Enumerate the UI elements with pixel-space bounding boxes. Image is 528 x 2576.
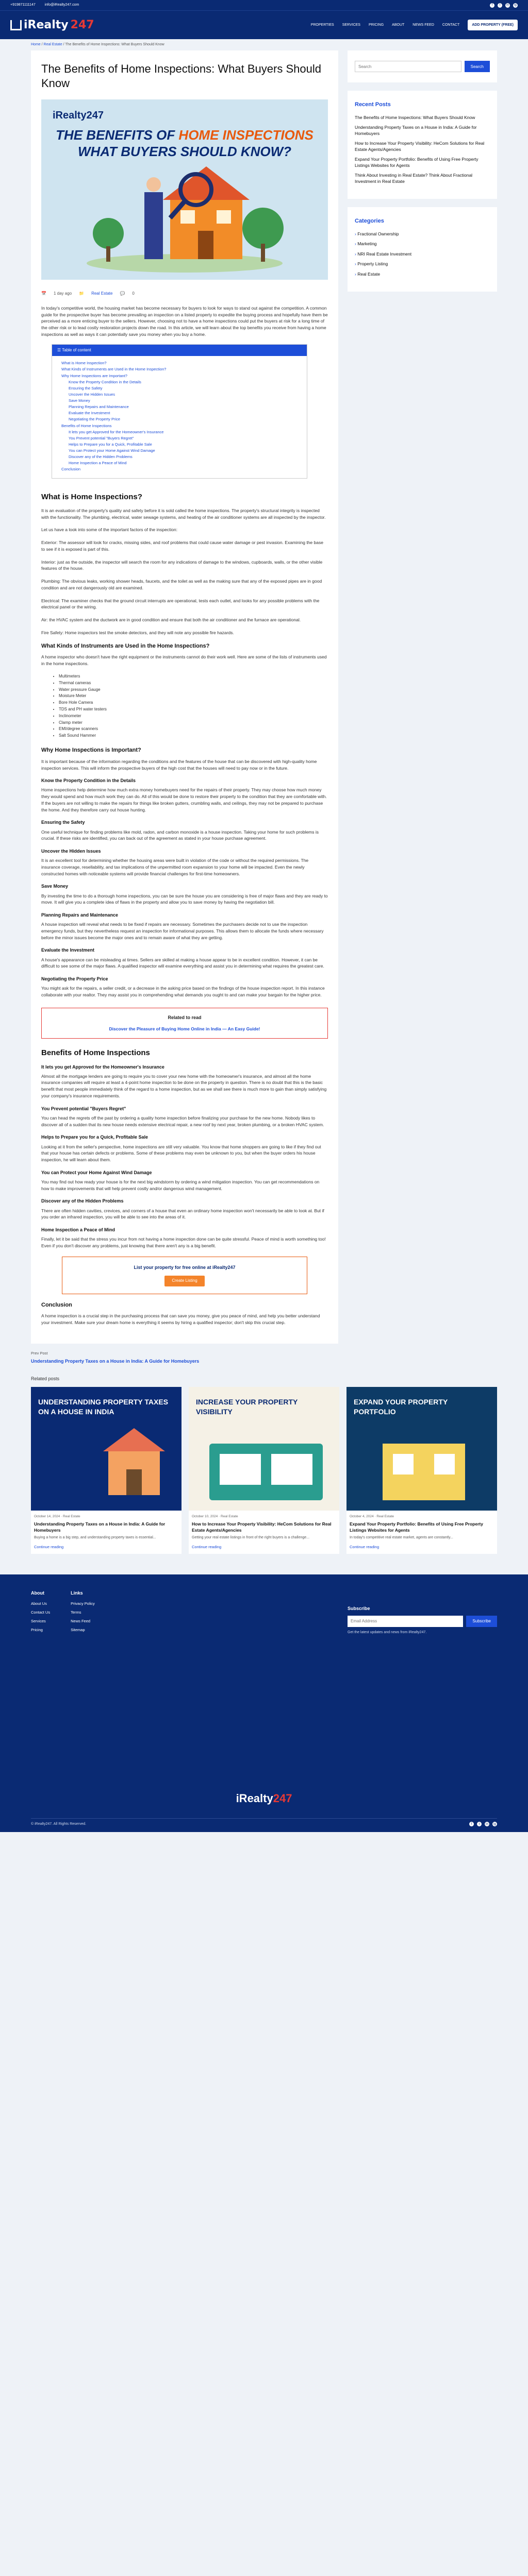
nav-contact[interactable]: CONTACT [442,23,460,27]
subscribe-email-input[interactable] [348,1616,463,1627]
paragraph: You may find out how ready your house is for the next big windstorm by ordering a wind mitigation inspection. You can get recommendations on how to make improvements that will help prevent costly and/or dangerous wind management. [41,1179,320,1191]
instruments-list [41,673,328,739]
toc-item[interactable]: Helps to Prepare you for a Quick, Profitable Sale [69,442,152,447]
social-icons [490,3,518,8]
breadcrumb-blog[interactable]: Real Estate [43,43,62,46]
continue-reading-link[interactable]: Continue reading [34,1544,64,1549]
toc-item[interactable]: You Prevent potential "Buyers Regret" [69,435,134,440]
twitter-icon[interactable]: t [477,1822,482,1826]
list-item: • EMI/degree scanners [59,726,328,733]
recent-post-link[interactable]: Understanding Property Taxes on a House in India: A Guide for Homebuyers [355,125,477,136]
breadcrumb-current: The Benefits of Home Inspections: What Buyers Should Know [65,43,164,46]
intro-paragraph: In today's competitive world, the housing market has become necessary for buyers to look for ways to stand out against the competition. A common guide for the prospective buyer has become prevailing an inspection on a listed property to expedite the buying process and hopefully have them be perceived as a more enticing buyer to the sellers. However, choosing not to have a home inspections could put the buyers at risk for a long time of the other risk or to lead costly restoration projects down the road. In this article, we will learn about the top benefits you receive from having a home inspections as well as ways it can potentially save you money when you buy a home. [41,305,328,337]
linkedin-icon[interactable]: in [505,3,510,8]
newsletter-subscribe [348,1605,497,1635]
phone-text[interactable]: +919871111147 [10,3,36,7]
toc-item[interactable]: Planning Repairs and Maintenance [69,404,129,410]
related-read-title: Related to read [168,1014,202,1020]
related-post-card[interactable] [31,1387,182,1553]
footer-link[interactable]: Privacy Policy [71,1601,95,1606]
sub-heading: Negotiating the Property Price [41,976,108,982]
prev-post-label: Prev Post [31,1350,48,1355]
facebook-icon[interactable]: f [490,3,494,8]
related-post-title[interactable]: How to Increase Your Property Visibility: HeCom Solutions for Real Estate Agents/Agencies [192,1521,332,1533]
list-item: • Salt Sound Hammer [59,733,328,739]
category-link[interactable]: › Fractional Ownership [355,231,490,237]
category-link[interactable]: › Real Estate [355,272,490,277]
related-posts-heading: Related posts [31,1376,60,1382]
toc-item[interactable]: Why Home Inspections are Important? [61,373,127,378]
list-icon: ☰ [57,347,62,352]
list-item: • Water pressure Gauge [59,687,328,693]
add-property-button[interactable]: ADD PROPERTY (FREE) [468,20,518,30]
footer-link[interactable]: Contact Us [31,1609,51,1615]
hero-image [41,99,328,280]
article-title: The Benefits of Home Inspections: What Buyers Should Know [41,62,321,90]
copyright-text: © iRealty247. All Rights Reserved. [31,1822,87,1826]
section-heading: What is Home Inspections? [41,492,142,501]
folder-icon: 📁 [79,291,85,296]
toc-item[interactable]: Conclusion [61,467,81,472]
footer-link[interactable]: Terms [71,1609,81,1615]
site-footer [0,1574,528,1832]
email-text[interactable]: info@iRealty247.com [44,3,79,7]
related-post-excerpt: In today's competitive real estate market, agents are constantly... [350,1536,453,1540]
instagram-icon[interactable]: ig [492,1822,497,1826]
hero-title-line1: THE BENEFITS OF HOME INSPECTIONS [56,127,314,143]
paragraph: A home inspector who doesn't have the right equipment or the instruments cannot do their work well. Here are some of the lists of instruments used in the home inspections. [41,654,327,667]
section-heading: Benefits of Home Inspections [41,1048,150,1058]
categories-title: Categories [355,218,384,225]
paragraph: By investing the time to do a thorough home inspections, you can be sure the house you are considering is free of major flaws and they are ready to move. It will give you a complete idea of flaws in the property and allow you to save money by having the negotiation bill. [41,893,328,905]
toc-item[interactable]: Discover any of the Hidden Problems [69,454,133,460]
footer-logo[interactable]: iRealty247 [236,1791,292,1805]
sidebar [348,50,497,1344]
paragraph: It is important because of the information regarding the conditions and the features of the house that can be discovered with high-quality home inspection services. This will inform the prospective buyers of the high cost that the houses will need to pay now or in the future. [41,758,317,771]
paragraph: Home inspections help determine how much extra money homebuyers need for the repairs of their property. They may choose how much money they would spend and how much work they can do. All of this would be done to restore their property to the condition that they are comfortable with. If the buyers are not willing to make the repairs for things like broken gutters, crumbling walls, and ceilings, they may not be prepared to purchase the home. And they therefore carry out house hunting. [41,787,327,812]
site-logo[interactable]: iRealty 247 [10,18,94,33]
recent-posts-title: Recent Posts [355,101,391,108]
list-item: • Moisture Meter [59,693,328,700]
hero-illustration [41,99,328,280]
footer-link[interactable]: News Feed [71,1619,91,1624]
house-logo-icon [10,20,22,30]
paragraph: Looking at it from the seller's perspective, home inspections are still very valuable. You know that home shoppers are going to like if they find out that your house has certain defects or problems. Some of these problems may even be unknown to you, but when the buyer orders his house inspection, he will learn about them. [41,1144,321,1163]
related-post-card[interactable] [189,1387,339,1553]
instagram-icon[interactable]: ig [513,3,518,8]
list-item: • Multimeters [59,673,328,680]
recent-post-link[interactable]: The Benefits of Home Inspections: What Buyers Should Know [355,114,475,120]
paragraph: Interior: just as the outside, the inspector will search the room for any indications of damage to the windows, cupboards, walls, or the other visible features of the house. [41,559,323,571]
toc-item[interactable]: You can Protect your Home Against Wind Damage [69,448,155,453]
paragraph: Let us have a look into some of the important factors of the inspection: [41,527,178,533]
copyright-bar [31,1818,497,1826]
post-comments[interactable]: 0 [132,291,135,296]
create-listing-button[interactable]: Create Listing [164,1276,204,1286]
paragraph: A home inspection is a crucial step in the purchasing process that can save you money, give you peace of mind, and help you better understand your investment. Make sure your dream home is everything it seems by hiring a qualified inspector; don't skip this crucial step. [41,1313,320,1326]
toc-item[interactable]: Ensuring the Safety [69,385,103,391]
category-link[interactable]: › Marketing [355,241,490,247]
sub-heading: Home Inspection a Peace of Mind [41,1227,116,1233]
nav-services[interactable]: SERVICES [342,23,360,27]
post-date: 1 day ago [53,291,72,296]
related-post-image[interactable]: UNDERSTANDING PROPERTY TAXES ON A HOUSE IN INDIA [31,1387,182,1511]
paragraph: Air: the HVAC system and the ductwork are in good condition and ensure that both the air conditioner and the furnace are operational. [41,617,301,623]
toc-item[interactable]: What is Home Inspection? [61,361,107,366]
top-bar [0,0,528,10]
comment-icon: 💬 [120,291,125,296]
related-post-meta: October 4, 2024 · Real Estate [350,1515,394,1519]
sub-heading: Know the Property Condition in the Details [41,778,136,784]
sub-heading: Ensuring the Safety [41,820,85,825]
paragraph: One useful technique for finding problems like mold, radon, and carbon monoxide is a house inspection. Taking your home for such problems is crucial. If these risks are identified, you can back out of the agreement as stated in your house purchase agreement. [41,829,319,841]
related-read-link[interactable]: Discover the Pleasure of Buying Home Online in India — An Easy Guide! [109,1026,260,1031]
related-post-excerpt: Getting your real estate listings in front of the right buyers is a challenge... [192,1536,310,1540]
paragraph: Fire Safety: Home inspectors test the smoke detectors, and they will note any possible fire hazards. [41,630,234,635]
toc-item[interactable]: Save Money [69,398,90,403]
sub-heading: Discover any of the Hidden Problems [41,1198,124,1204]
list-item: • Clamp meter [59,720,328,726]
continue-reading-link[interactable]: Continue reading [192,1544,222,1549]
content-wrapper [0,50,528,1344]
sub-heading: Save Money [41,884,69,889]
recent-post-link[interactable]: Think About Investing in Real Estate? Think About Fractional Investment in Real Estate [355,173,473,184]
nav-pricing[interactable]: PRICING [368,23,384,27]
sub-heading: Planning Repairs and Maintenance [41,912,119,918]
hero-brand: iRealty247 [53,110,104,121]
search-widget [348,50,497,82]
recent-post-link[interactable]: Expand Your Property Portfolio: Benefits of Using Free Property Listings Websites for Agents [355,157,478,168]
list-item: • Bore Hole Camera [59,700,328,706]
paragraph: Finally, let it be said that the stress you incur from not having a home inspection done can be quite stressful. Peace of mind is worth something too! Even if you don't discover any problems, just knowing that there aren't any is a big benefit. [41,1236,326,1248]
footer-link[interactable]: Services [31,1619,46,1624]
paragraph: It is an evaluation of the property's quality and safety before it is sold called the home inspections. The property's structural integrity is inspected with the functionality. The plumbing, electrical, water sewage systems, and heating of the air conditioner systems are all inspected by the inspector. [41,507,326,520]
paragraph: Exterior: The assessor will look for cracks, missing sides, and roof problems that could cause water damage or pest invasion. Examining the base to see if it is exposed is part of this. [41,540,323,552]
related-post-image[interactable]: INCREASE YOUR PROPERTY VISIBILITY [189,1387,339,1511]
listing-cta-title: List your property for free online at iRealty247 [134,1264,236,1270]
related-post-meta: October 14, 2024 · Real Estate [34,1515,80,1519]
continue-reading-link[interactable]: Continue reading [350,1544,380,1549]
twitter-icon[interactable]: t [498,3,502,8]
related-post-meta: October 10, 2024 · Real Estate [192,1515,238,1519]
toc-item[interactable]: What Kinds of Instruments are Used in the Home Inspection? [61,367,167,372]
post-meta [41,291,328,297]
subscribe-heading: Subscribe [348,1605,370,1611]
subscribe-button[interactable]: Subscribe [466,1616,497,1627]
section-heading: Why Home Inspections is Important? [41,747,141,753]
related-post-excerpt: Buying a home is a big step, and understanding property taxes is essential... [34,1536,156,1540]
list-item: • Inclinometer [59,713,328,720]
toc-header[interactable]: ☰ Table of content [52,345,307,357]
calendar-icon: 📅 [41,291,46,296]
search-button[interactable]: Search [465,61,490,72]
breadcrumb-home[interactable]: Home [31,43,41,46]
paragraph: Almost all the mortgage lenders are going to require you to cover your new home with the homeowner's insurance, and almost all the home insurance companies will require at least a 4-point home inspection to be done on the property in question. There is no doubt that this is the basic benefit that most people immediately think of the regard to a home inspection, but as we shall see there is much more to gain than simply satisfying your company's insurance requirements. [41,1073,327,1098]
main-nav [311,20,518,30]
list-item: • Thermal cameras [59,680,328,687]
related-read-box [41,1008,328,1039]
recent-post-link[interactable]: How to Increase Your Property Visibility: HeCom Solutions for Real Estate Agents/Agencies [355,141,485,152]
paragraph: There are often hidden cavities, crevices, and corners of a house that even an ordinary home inspection won't necessarily be able to look at. But if you order an infrared inspection, you will be able to see into the areas of it. [41,1208,324,1220]
related-post-title[interactable]: Expand Your Property Portfolio: Benefits of Using Free Property Listings Websites for Agents [350,1521,483,1533]
paragraph: A house inspection will reveal what needs to be fixed if repairs are necessary. Sometimes the purchasers decide not to use the inspection emergency funds, but they nevertheless request an inspection for informational purposes. This allows them to allocate the funds where necessary before the minor issues become the major ones and to remain aware of what they are getting. [41,922,324,940]
paragraph: Electrical: The examiner checks that the ground circuit interrupts are operational, tests each outlet, and looks for any possible problems with the electrical panel or the wiring. [41,598,320,610]
paragraph: You can head the regrets off the past by ordering a quality home inspection before finalizing your purchase for the new home. Nobody likes to discover all of a sudden that its new house needs extensive electrical repair, a new roof by next year, broken plumbing, or a broken HVAC system. [41,1115,324,1127]
section-heading: What Kinds of Instruments are Used in the Home Inspections? [41,642,210,649]
section-heading: Conclusion [41,1301,72,1308]
nav-properties[interactable]: PROPERTIES [310,23,334,27]
list-item: • TDS and PH water testers [59,706,328,713]
related-post-image[interactable]: EXPAND YOUR PROPERTY PORTFOLIO [346,1387,497,1511]
recent-posts-widget [348,91,497,199]
search-input[interactable] [355,61,461,72]
sub-heading: You Prevent potential "Buyers Regret" [41,1106,126,1111]
table-of-contents [52,344,307,479]
sub-heading: Helps to Prepare you for a Quick, Profitable Sale [41,1134,148,1140]
category-link[interactable]: › Property Listing [355,261,490,267]
categories-widget [348,207,497,292]
paragraph: You might ask for the repairs, a seller credit, or a decrease in the asking price based on the findings of the house inspection report. In this instance collaborate with your realtor. They may assist you in comprehending what demands you ought to and can make your bargain for the higher price. [41,986,325,997]
breadcrumb: Home / Real Estate / The Benefits of Home Inspections: What Buyers Should Know [31,43,164,46]
footer-column-about: About About Us Contact Us Services Pricing [31,1590,51,1633]
footer-link[interactable]: Sitemap [71,1628,85,1633]
nav-news-feed[interactable]: NEWS FEED [412,23,434,27]
category-link[interactable]: › NRI Real Estate Investment [355,251,490,257]
toc-item[interactable]: Evaluate the Investment [69,411,110,416]
sub-heading: It lets you get Approved for the Homeowner's Insurance [41,1064,164,1070]
footer-link[interactable]: About Us [31,1601,47,1606]
toc-item[interactable]: Uncover the Hidden Issues [69,392,116,397]
post-category[interactable]: Real Estate [91,291,113,296]
hero-title-line2: WHAT BUYERS SHOULD KNOW? [77,144,292,159]
toc-item[interactable]: It lets you get Approved for the Homeowner's Insurance [69,429,164,434]
prev-post-nav [0,1344,528,1364]
toc-list [52,360,307,472]
facebook-icon[interactable]: f [469,1822,474,1826]
prev-post-link[interactable]: Understanding Property Taxes on a House in India: A Guide for Homebuyers [31,1359,200,1364]
toc-item[interactable]: Benefits of Home Inspections [61,423,112,428]
toc-item[interactable]: Home Inspection a Peace of Mind [69,461,127,466]
footer-column-links: Links Privacy Policy Terms News Feed Sitemap [71,1590,95,1633]
sub-heading: Uncover the Hidden Issues [41,849,101,854]
footer-link[interactable]: Pricing [31,1628,43,1633]
nav-about[interactable]: ABOUT [392,23,405,27]
related-posts-grid [0,1387,528,1553]
site-header [0,10,528,39]
toc-item[interactable]: Negotiating the Property Price [69,417,121,422]
sub-heading: Evaluate the Investment [41,947,95,953]
toc-item[interactable]: Know the Property Condition in the Details [69,379,141,384]
article [31,50,338,1344]
listing-cta-box [62,1257,307,1294]
subscribe-note: Get the latest updates and news from iRealty247. [348,1630,427,1634]
paragraph: A house's appearance can be misleading at times. Sellers are skilled at making a house appear to be in excellent condition. However, it can be difficult to see some of the major flaws. A qualified inspector will examine everything and assist you in determining what requires the greatest care. [41,957,324,969]
paragraph: It is an excellent tool for determining whether the housing areas were built in violation of the code or without the required permissions. The insurance coverage, resellability, and tax implications of the unpermitted room expansion to your home will be impacted. Even the newly constructed homes with noticeable systems will provide financial challenges for first-time homeowners. [41,858,309,876]
related-post-card[interactable] [346,1387,497,1553]
paragraph: Plumbing: The obvious leaks, working shower heads, faucets, and the toilet as well as the making sure that any of the exposed pipes are in good condition and are not dangerously old are examined. [41,579,322,590]
linkedin-icon[interactable]: in [485,1822,489,1826]
related-post-title[interactable]: Understanding Property Taxes on a House in India: A Guide for Homebuyers [34,1521,166,1533]
sub-heading: You can Protect your Home Against Wind Damage [41,1170,152,1175]
